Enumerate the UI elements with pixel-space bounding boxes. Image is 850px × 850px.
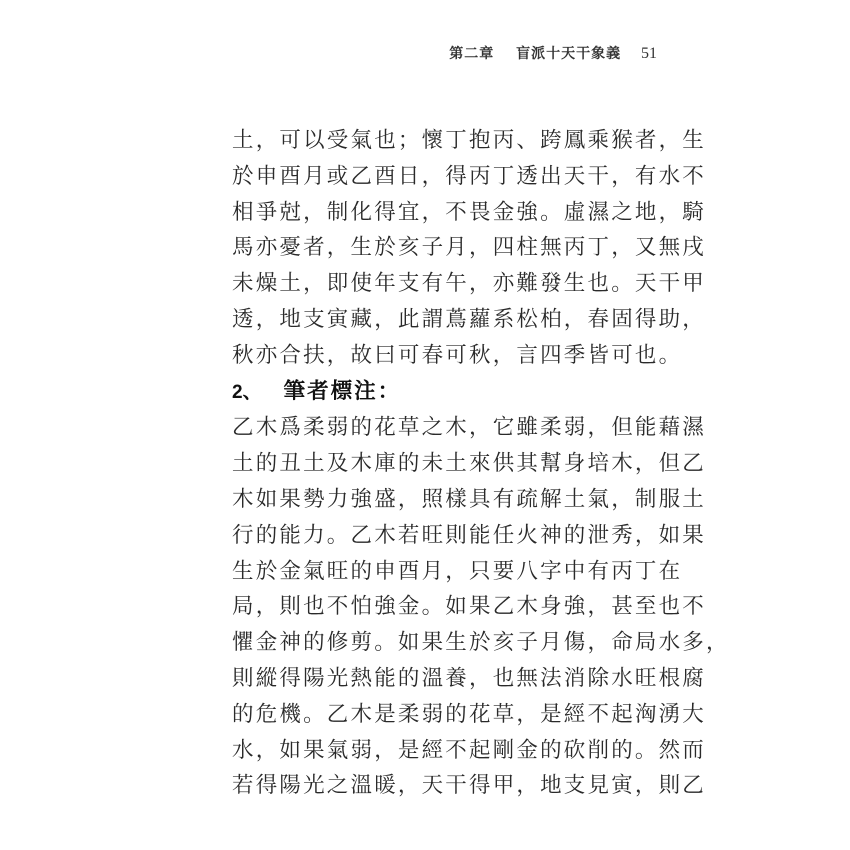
text-line: 局，則也不怕強金。如果乙木身強，甚至也不 <box>232 594 707 620</box>
section-heading <box>232 374 642 411</box>
text-line: 土的丑土及木庫的未土來供其幫身培木，但乙 <box>232 451 707 477</box>
section-number: 2、 <box>232 381 262 403</box>
text-line: 生於金氣旺的申酉月，只要八字中有丙丁在 <box>232 558 683 584</box>
text-line: 若得陽光之溫暖，天干得甲，地支見寅，則乙 <box>232 773 707 799</box>
text-line: 未燥土，即使年支有午，亦難發生也。天干甲 <box>232 271 707 297</box>
text-line: 馬亦憂者，生於亥子月，四柱無丙丁，又無戌 <box>232 235 707 261</box>
paragraph-1 <box>232 123 707 374</box>
page-number: 51 <box>641 45 657 62</box>
running-header <box>449 43 657 63</box>
text-line: 的危機。乙木是柔弱的花草，是經不起洶湧大 <box>232 701 707 727</box>
section-label: 筆者標注： <box>283 378 402 404</box>
text-line: 於申酉月或乙酉日，得丙丁透出天干，有水不 <box>232 163 707 189</box>
text-line: 水，如果氣弱，是經不起剛金的砍削的。然而 <box>232 737 707 763</box>
chapter-label: 第二章 <box>449 46 495 62</box>
chapter-title: 盲派十天干象義 <box>516 46 622 62</box>
text-line: 行的能力。乙木若旺則能任火神的泄秀，如果 <box>232 522 707 548</box>
paragraph-2 <box>232 410 730 804</box>
text-line: 相爭尅，制化得宜，不畏金強。虛濕之地，騎 <box>232 199 707 225</box>
text-line: 木如果勢力強盛，照樣具有疏解土氣，制服土 <box>232 486 707 512</box>
text-line: 秋亦合扶，故曰可春可秋，言四季皆可也。 <box>232 342 683 368</box>
text-line: 土，可以受氣也；懷丁抱丙、跨鳳乘猴者，生 <box>232 128 707 153</box>
text-line: 透，地支寅藏，此謂蔦蘿系松柏，春固得助， <box>232 306 707 332</box>
text-line: 乙木爲柔弱的花草之木，它雖柔弱，但能藉濕 <box>232 415 707 441</box>
text-line: 則縱得陽光熱能的溫養，也無法消除水旺根腐 <box>232 665 707 691</box>
body-text <box>232 123 730 804</box>
text-line: 懼金神的修剪。如果生於亥子月傷，命局水多， <box>232 630 730 656</box>
